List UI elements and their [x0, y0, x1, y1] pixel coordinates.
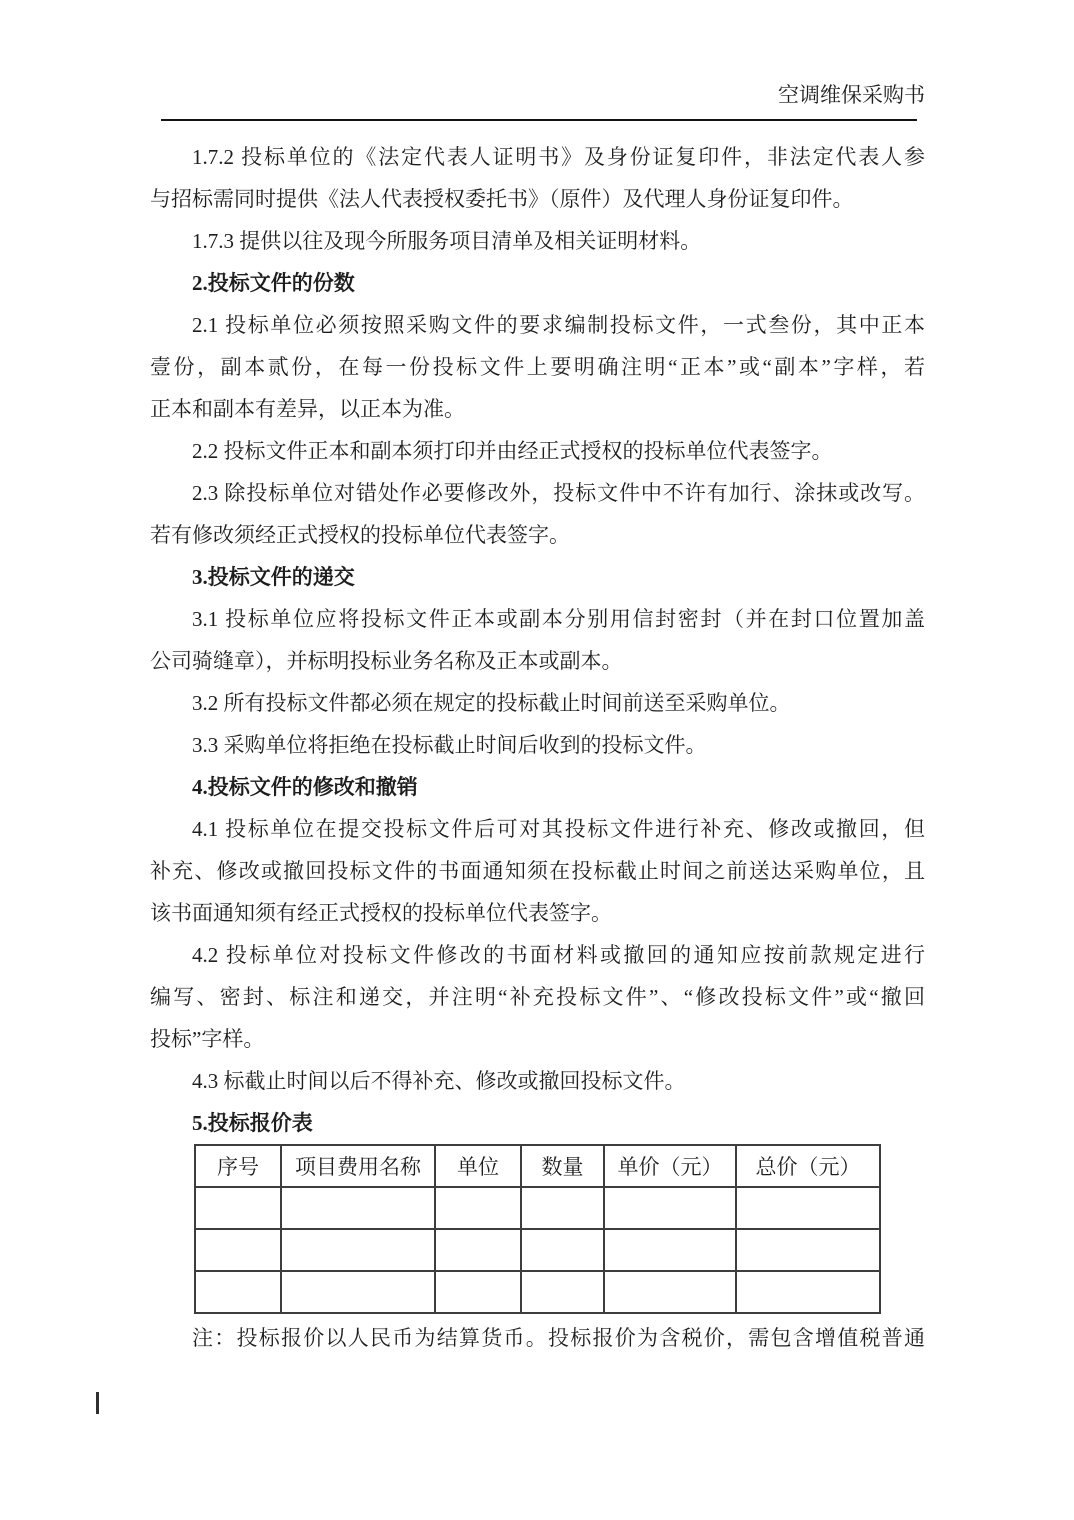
body-heading-line: 2.投标文件的份数 — [192, 271, 355, 295]
body-heading-line: 4.投标文件的修改和撤销 — [192, 775, 418, 799]
price-table-cell — [435, 1229, 521, 1271]
price-table-header-cell: 单位 — [435, 1145, 521, 1187]
body-line: 该书面通知须有经正式授权的投标单位代表签字。 — [150, 901, 612, 925]
body-line: 2.2 投标文件正本和副本须打印并由经正式授权的投标单位代表签字。 — [192, 439, 833, 463]
price-table-cell — [195, 1271, 281, 1313]
body-heading-line: 3.投标文件的递交 — [192, 565, 355, 589]
price-table-cell — [604, 1187, 736, 1229]
price-table-cell — [521, 1187, 604, 1229]
price-table-cell — [281, 1271, 435, 1313]
price-table-header-row — [195, 1145, 880, 1187]
price-table-cell — [435, 1271, 521, 1313]
body-line: 4.3 标截止时间以后不得补充、修改或撤回投标文件。 — [192, 1069, 686, 1093]
price-table-cell — [281, 1229, 435, 1271]
note-line: 注：投标报价以人民币为结算货币。投标报价为含税价，需包含增值税普通 — [192, 1326, 925, 1350]
body-line: 与招标需同时提供《法人代表授权委托书》（原件）及代理人身份证复印件。 — [150, 187, 854, 211]
price-table-header-cell: 总价（元） — [736, 1145, 880, 1187]
price-table-cell — [521, 1271, 604, 1313]
price-table-row — [195, 1187, 880, 1229]
body-text — [150, 136, 925, 1144]
price-table-cell — [521, 1229, 604, 1271]
price-table-cell — [195, 1229, 281, 1271]
price-table-header-cell: 单价（元） — [604, 1145, 736, 1187]
price-table-cell — [736, 1187, 880, 1229]
price-table-body — [195, 1187, 880, 1313]
body-line: 4.1 投标单位在提交投标文件后可对其投标文件进行补充、修改或撤回，但 — [192, 817, 925, 841]
body-line: 2.3 除投标单位对错处作必要修改外，投标文件中不许有加行、涂抹或改写。 — [192, 481, 925, 505]
body-line: 4.2 投标单位对投标文件修改的书面材料或撤回的通知应按前款规定进行 — [192, 943, 925, 967]
body-line: 1.7.3 提供以往及现今所服务项目清单及相关证明材料。 — [192, 229, 702, 253]
page-header-title: 空调维保采购书 — [778, 83, 925, 107]
body-line: 正本和副本有差异，以正本为准。 — [150, 397, 465, 421]
price-table-cell — [736, 1229, 880, 1271]
price-table-cell — [604, 1229, 736, 1271]
body-line: 投标”字样。 — [150, 1027, 265, 1051]
body-line: 2.1 投标单位必须按照采购文件的要求编制投标文件，一式叁份，其中正本 — [192, 313, 925, 337]
price-table-header-cell: 项目费用名称 — [281, 1145, 435, 1187]
price-table-row — [195, 1229, 880, 1271]
revision-bar-mark — [96, 1392, 99, 1414]
price-table — [194, 1144, 881, 1314]
header-rule — [161, 119, 917, 121]
body-line: 3.1 投标单位应将投标文件正本或副本分别用信封密封（并在封口位置加盖 — [192, 607, 925, 631]
body-heading-line: 5.投标报价表 — [192, 1111, 313, 1135]
body-line: 公司骑缝章），并标明投标业务名称及正本或副本。 — [150, 649, 623, 673]
body-line: 1.7.2 投标单位的《法定代表人证明书》及身份证复印件，非法定代表人参 — [192, 145, 925, 169]
body-line: 编写、密封、标注和递交，并注明“补充投标文件”、“修改投标文件”或“撤回 — [150, 985, 925, 1009]
price-table-header-cell: 序号 — [195, 1145, 281, 1187]
body-line: 3.2 所有投标文件都必须在规定的投标截止时间前送至采购单位。 — [192, 691, 791, 715]
price-table-cell — [604, 1271, 736, 1313]
body-line: 补充、修改或撤回投标文件的书面通知须在投标截止时间之前送达采购单位，且 — [150, 859, 925, 883]
price-table-cell — [281, 1187, 435, 1229]
body-line: 壹份，副本贰份，在每一份投标文件上要明确注明“正本”或“副本”字样，若 — [150, 355, 925, 379]
price-table-header-cell: 数量 — [521, 1145, 604, 1187]
price-table-cell — [435, 1187, 521, 1229]
body-line: 若有修改须经正式授权的投标单位代表签字。 — [150, 523, 570, 547]
price-table-cell — [736, 1271, 880, 1313]
price-table-row — [195, 1271, 880, 1313]
body-line: 3.3 采购单位将拒绝在投标截止时间后收到的投标文件。 — [192, 733, 707, 757]
price-table-cell — [195, 1187, 281, 1229]
